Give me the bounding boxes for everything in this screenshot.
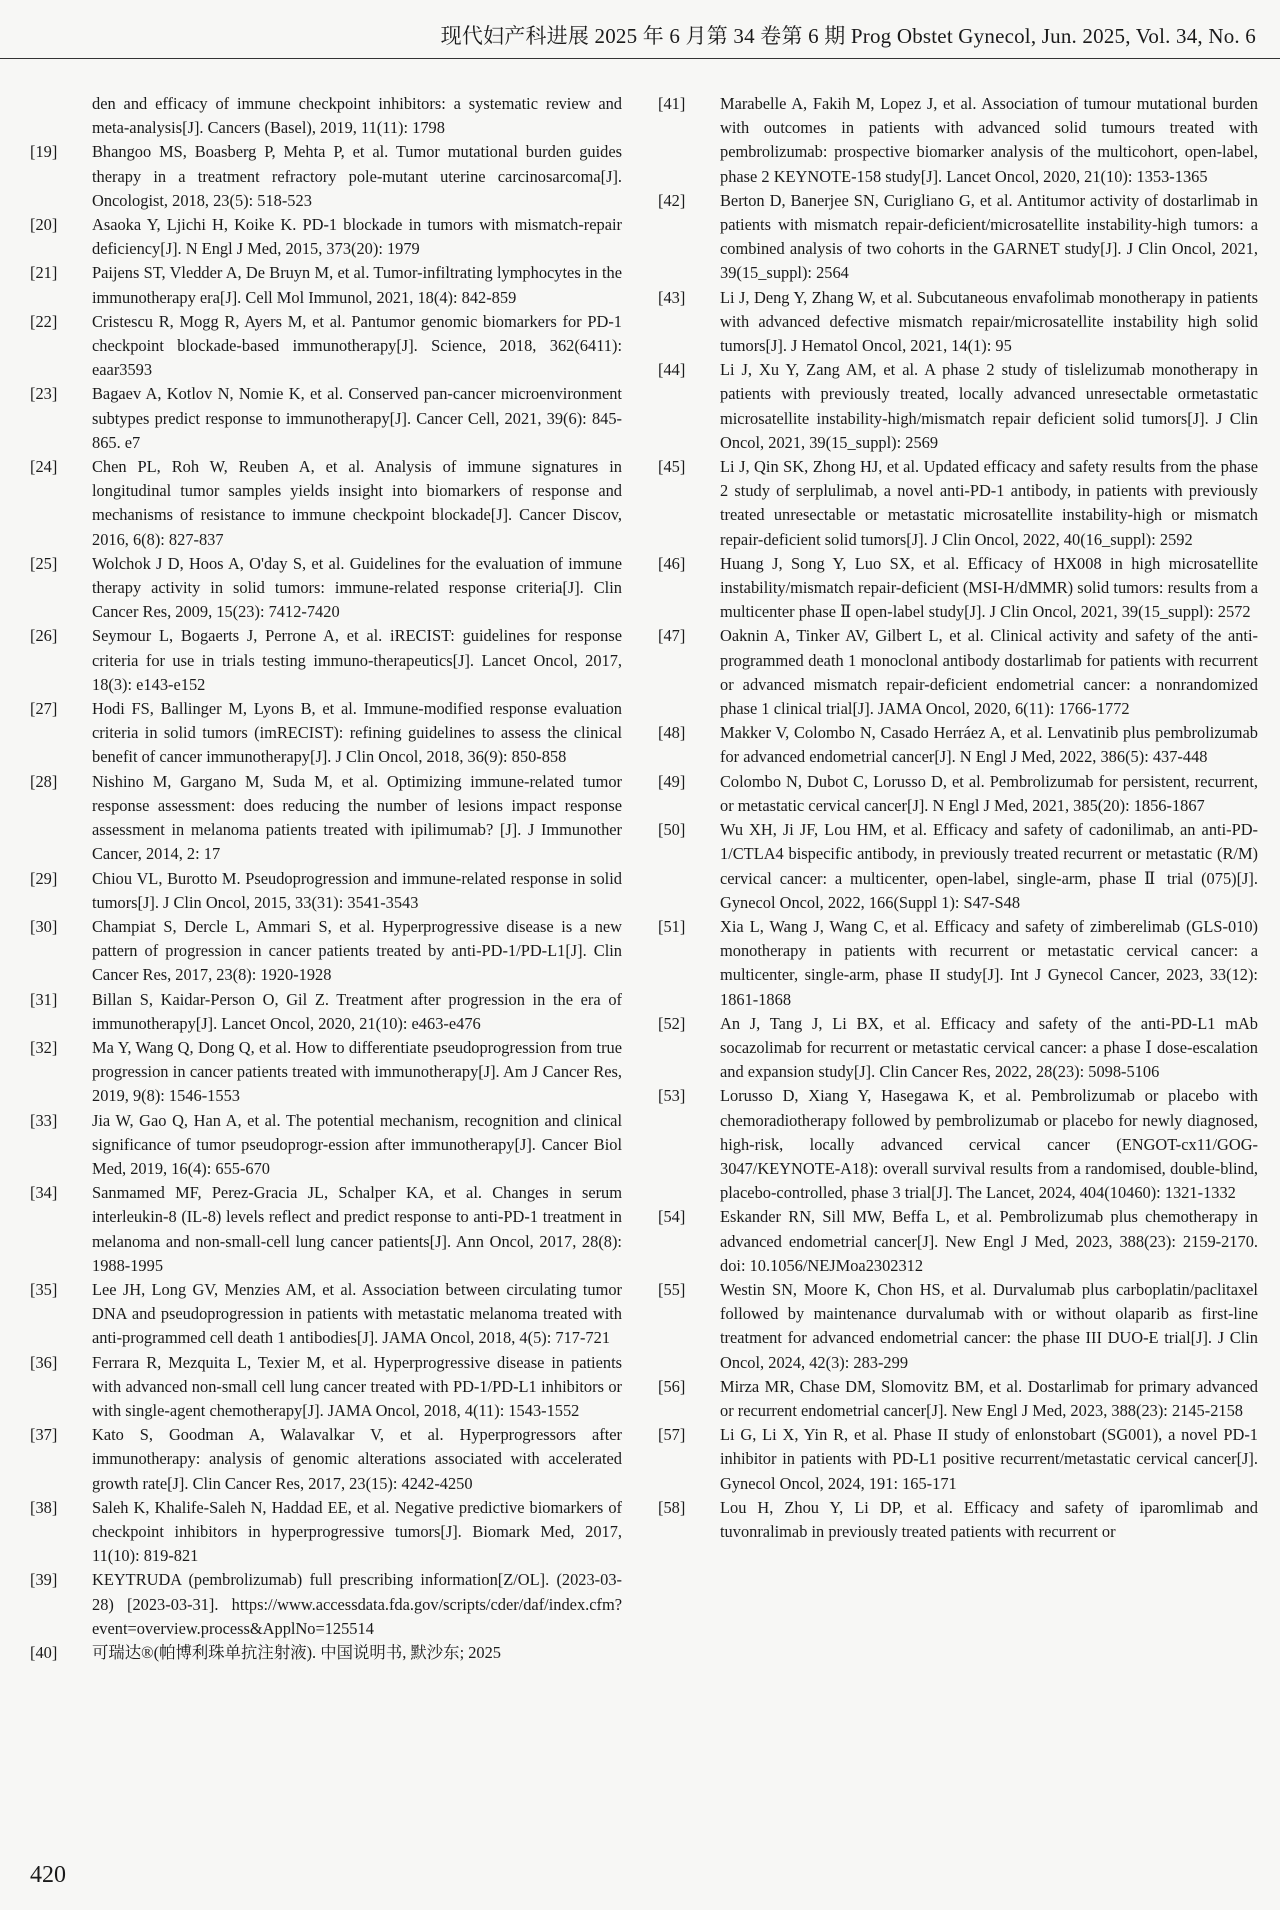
reference-number: [23] [30, 384, 58, 404]
reference-number: [21] [30, 263, 58, 283]
reference-text: Wolchok J D, Hoos A, O'day S, et al. Guidelines for the evaluation of immune therapy activity in solid tumors: immune-related response criteria[J]. Clin Cancer Res, 2009, 15(23): 7412-7420 [92, 553, 622, 622]
reference-number: [50] [658, 820, 686, 840]
reference-number: [32] [30, 1037, 58, 1057]
reference-text: Huang J, Song Y, Luo SX, et al. Efficacy of HX008 in high microsatellite instability/mismatch repair-deficient (MSI-H/dMMR) solid tumors: results from a multicenter phase Ⅱ open-label study[J]. J Clin Oncol, 2021, 39(15_suppl): 2572 [720, 553, 1258, 622]
reference-number: [57] [658, 1425, 686, 1445]
reference-text: Makker V, Colombo N, Casado Herráez A, et al. Lenvatinib plus pembrolizumab for advanced endometrial cancer[J]. N Engl J Med, 2022, 386(5): 437-448 [720, 723, 1258, 767]
reference-number: [27] [30, 699, 58, 719]
reference-text: Chen PL, Roh W, Reuben A, et al. Analysis of immune signatures in longitudinal tumor samples yields insight into biomarkers of response and mechanisms of resistance to immune checkpoint blockade[J]. Cancer Discov, 2016, 6(8): 827-837 [92, 457, 622, 549]
reference-number: [44] [658, 360, 686, 380]
reference-number: [28] [30, 771, 58, 791]
reference-entry [30, 92, 622, 140]
reference-entry [30, 1351, 622, 1424]
reference-number: [47] [658, 626, 686, 646]
reference-entry [30, 1423, 622, 1496]
reference-entry [658, 721, 1258, 769]
reference-number: [33] [30, 1110, 58, 1130]
reference-entry [30, 1568, 622, 1641]
reference-text: Colombo N, Dubot C, Lorusso D, et al. Pembrolizumab for persistent, recurrent, or metastatic cervical cancer[J]. N Engl J Med, 2021, 385(20): 1856-1867 [720, 771, 1258, 815]
reference-text: Ma Y, Wang Q, Dong Q, et al. How to differentiate pseudoprogression from true progression in cancer patients treated with immunotherapy[J]. Am J Cancer Res, 2019, 9(8): 1546-1553 [92, 1037, 622, 1106]
reference-entry [30, 1641, 622, 1665]
reference-entry [30, 455, 622, 552]
reference-number: [19] [30, 142, 58, 162]
reference-entry [30, 310, 622, 383]
reference-number: [49] [658, 771, 686, 791]
reference-entry [658, 455, 1258, 552]
reference-text: Wu XH, Ji JF, Lou HM, et al. Efficacy and safety of cadonilimab, an anti-PD-1/CTLA4 bispecific antibody, in previously treated recurrent or metastatic (R/M) cervical cancer: a multicenter, open-label, single-arm, phase Ⅱ trial (075)[J]. Gynecol Oncol, 2022, 166(Suppl 1): S47-S48 [720, 820, 1258, 912]
reference-entry [658, 1375, 1258, 1423]
left-reference-column [30, 92, 622, 1665]
reference-entry [30, 261, 622, 309]
reference-number: [55] [658, 1279, 686, 1299]
reference-entry [30, 1496, 622, 1569]
reference-number: [36] [30, 1352, 58, 1372]
reference-number: [38] [30, 1497, 58, 1517]
reference-entry [30, 915, 622, 988]
reference-text: Saleh K, Khalife-Saleh N, Haddad EE, et al. Negative predictive biomarkers of checkpoint inhibitors in hyperprogressive tumors[J]. Biomark Med, 2017, 11(10): 819-821 [92, 1497, 622, 1566]
reference-number: [24] [30, 457, 58, 477]
reference-text: Lou H, Zhou Y, Li DP, et al. Efficacy and safety of iparomlimab and tuvonralimab in previously treated patients with recurrent or [720, 1497, 1258, 1541]
reference-entry [658, 286, 1258, 359]
reference-number: [26] [30, 626, 58, 646]
reference-entry [658, 915, 1258, 1012]
reference-entry [658, 552, 1258, 625]
reference-text: Xia L, Wang J, Wang C, et al. Efficacy and safety of zimberelimab (GLS-010) monotherapy in patients with recurrent or metastatic cervical cancer: a multicenter, single-arm, phase II study[J]. Int J Gynecol Cancer, 2023, 33(12): 1861-1868 [720, 916, 1258, 1009]
reference-text: Hodi FS, Ballinger M, Lyons B, et al. Immune-modified response evaluation criteria in solid tumors (imRECIST): refining guidelines to assess the clinical benefit of cancer immunotherapy[J]. J Clin Oncol, 2018, 36(9): 850-858 [92, 699, 622, 767]
reference-text: Cristescu R, Mogg R, Ayers M, et al. Pantumor genomic biomarkers for PD-1 checkpoint blockade-based immunotherapy[J]. Science, 2018, 362(6411): eaar3593 [92, 311, 622, 380]
reference-text: Ferrara R, Mezquita L, Texier M, et al. Hyperprogressive disease in patients with advanced non-small cell lung cancer treated with PD-1/PD-L1 inhibitors or with single-agent chemotherapy[J]. JAMA Oncol, 2018, 4(11): 1543-1552 [92, 1352, 622, 1420]
reference-entry [658, 358, 1258, 455]
reference-entry [30, 552, 622, 625]
reference-text: Berton D, Banerjee SN, Curigliano G, et al. Antitumor activity of dostarlimab in patients with mismatch repair-deficient/microsatellite instability-high tumors: a combined analysis of two cohorts in the GARNET study[J]. J Clin Oncol, 2021, 39(15_suppl): 2564 [720, 190, 1258, 283]
page-number: 420 [30, 1862, 66, 1888]
reference-text: 可瑞达®(帕博利珠单抗注射液). 中国说明书, 默沙东; 2025 [92, 1643, 502, 1662]
reference-text: Bagaev A, Kotlov N, Nomie K, et al. Conserved pan-cancer microenvironment subtypes predict response to immunotherapy[J]. Cancer Cell, 2021, 39(6): 845-865. e7 [92, 384, 622, 452]
reference-text: Champiat S, Dercle L, Ammari S, et al. Hyperprogressive disease is a new pattern of progression in cancer patients treated by anti-PD-1/PD-L1[J]. Clin Cancer Res, 2017, 23(8): 1920-1928 [92, 916, 622, 985]
running-header [0, 0, 1280, 59]
reference-text: An J, Tang J, Li BX, et al. Efficacy and safety of the anti-PD-L1 mAb socazolimab for recurrent or metastatic cervical cancer: a phase Ⅰ dose-escalation and expansion study[J]. Clin Cancer Res, 2022, 28(23): 5098-5106 [720, 1013, 1258, 1082]
reference-number: [43] [658, 287, 686, 307]
reference-number: [31] [30, 989, 58, 1009]
reference-text: Marabelle A, Fakih M, Lopez J, et al. Association of tumour mutational burden with outcomes in patients with advanced solid tumours treated with pembrolizumab: prospective biomarker analysis of the multicohort, open-label, phase 2 KEYNOTE-158 study[J]. Lancet Oncol, 2020, 21(10): 1353-1365 [720, 94, 1258, 186]
reference-number: [30] [30, 916, 58, 936]
reference-entry [30, 697, 622, 770]
reference-number: [58] [658, 1497, 686, 1517]
reference-text: den and efficacy of immune checkpoint inhibitors: a systematic review and meta-analysis[J]. Cancers (Basel), 2019, 11(11): 1798 [92, 94, 622, 138]
reference-text: Billan S, Kaidar-Person O, Gil Z. Treatment after progression in the era of immunotherapy[J]. Lancet Oncol, 2020, 21(10): e463-e476 [92, 989, 622, 1033]
reference-number: [53] [658, 1086, 686, 1106]
reference-text: Asaoka Y, Ljichi H, Koike K. PD-1 blockade in tumors with mismatch-repair deficiency[J]. N Engl J Med, 2015, 373(20): 1979 [92, 215, 622, 259]
reference-entry [30, 1109, 622, 1182]
reference-entry [30, 140, 622, 213]
reference-entry [658, 624, 1258, 721]
reference-entry [30, 382, 622, 455]
reference-number: [37] [30, 1425, 58, 1445]
reference-number: [25] [30, 553, 58, 573]
reference-text: Li G, Li X, Yin R, et al. Phase II study of enlonstobart (SG001), a novel PD-1 inhibitor in patients with PD-L1 positive recurrent/metastatic cervical cancer[J]. Gynecol Oncol, 2024, 191: 165-171 [720, 1425, 1258, 1493]
reference-entry [30, 770, 622, 867]
right-reference-column [658, 92, 1258, 1544]
reference-number: [35] [30, 1279, 58, 1299]
reference-number: [39] [30, 1570, 58, 1590]
reference-number: [41] [658, 94, 686, 113]
reference-entry [658, 1496, 1258, 1544]
reference-text: Jia W, Gao Q, Han A, et al. The potential mechanism, recognition and clinical significance of tumor pseudoprogr-ession after immunotherapy[J]. Cancer Biol Med, 2019, 16(4): 655-670 [92, 1110, 622, 1178]
reference-entry [658, 92, 1258, 189]
reference-entry [658, 1278, 1258, 1375]
reference-text: Kato S, Goodman A, Walavalkar V, et al. Hyperprogressors after immunotherapy: analysis of genomic alterations associated with accelerated growth rate[J]. Clin Cancer Res, 2017, 23(15): 4242-4250 [92, 1425, 622, 1493]
reference-entry [658, 1205, 1258, 1278]
reference-text: Paijens ST, Vledder A, De Bruyn M, et al. Tumor-infiltrating lymphocytes in the immunotherapy era[J]. Cell Mol Immunol, 2021, 18(4): 842-859 [92, 263, 622, 307]
reference-entry [658, 189, 1258, 286]
reference-text: Lee JH, Long GV, Menzies AM, et al. Association between circulating tumor DNA and pseudoprogression in patients with metastatic melanoma treated with anti-programmed cell death 1 antibodies[J]. JAMA Oncol, 2018, 4(5): 717-721 [92, 1279, 622, 1348]
reference-entry [30, 867, 622, 915]
reference-number: [52] [658, 1013, 686, 1033]
reference-text: Li J, Deng Y, Zhang W, et al. Subcutaneous envafolimab monotherapy in patients with advanced defective mismatch repair/microsatellite instability high solid tumors[J]. J Hematol Oncol, 2021, 14(1): 95 [720, 287, 1258, 356]
reference-number: [34] [30, 1183, 58, 1203]
reference-text: Lorusso D, Xiang Y, Hasegawa K, et al. Pembrolizumab or placebo with chemoradiotherapy followed by pembrolizumab or placebo for newly diagnosed, high-risk, locally advanced cervical cancer (ENGOT-cx11/GOG-3047/KEYNOTE-A18): overall survival results from a randomised, double-blind, placebo-controlled, phase 3 trial[J]. The Lancet, 2024, 404(10460): 1321-1332 [720, 1086, 1258, 1203]
reference-entry [658, 1012, 1258, 1085]
reference-number: [29] [30, 868, 58, 888]
reference-text: Seymour L, Bogaerts J, Perrone A, et al. iRECIST: guidelines for response criteria for use in trials testing immuno-therapeutics[J]. Lancet Oncol, 2017, 18(3): e143-e152 [92, 626, 622, 694]
reference-entry [658, 818, 1258, 915]
reference-text: Eskander RN, Sill MW, Beffa L, et al. Pembrolizumab plus chemotherapy in advanced endometrial cancer[J]. New Engl J Med, 2023, 388(23): 2159-2170. doi: 10.1056/NEJMoa2302312 [720, 1207, 1258, 1275]
reference-entry [658, 770, 1258, 818]
reference-text: Bhangoo MS, Boasberg P, Mehta P, et al. Tumor mutational burden guides therapy in a treatment refractory pole-mutant uterine carcinosarcoma[J]. Oncologist, 2018, 23(5): 518-523 [92, 142, 622, 210]
reference-entry [30, 988, 622, 1036]
reference-number: [56] [658, 1376, 686, 1396]
reference-text: KEYTRUDA (pembrolizumab) full prescribing information[Z/OL]. (2023-03-28) [2023-03-31]. https://www.accessdata.fda.gov/scripts/cder/daf/index.cfm? event=overview.process&ApplNo=125514 [92, 1570, 622, 1638]
reference-number: [54] [658, 1207, 686, 1227]
reference-entry [30, 1278, 622, 1351]
reference-entry [30, 213, 622, 261]
reference-number: [45] [658, 457, 686, 477]
reference-entry [658, 1084, 1258, 1205]
reference-text: Mirza MR, Chase DM, Slomovitz BM, et al. Dostarlimab for primary advanced or recurrent endometrial cancer[J]. New Engl J Med, 2023, 388(23): 2145-2158 [720, 1376, 1258, 1420]
reference-entry [30, 1036, 622, 1109]
reference-number: [42] [658, 190, 686, 210]
reference-text: Sanmamed MF, Perez-Gracia JL, Schalper KA, et al. Changes in serum interleukin-8 (IL-8) levels reflect and predict response to anti-PD-1 treatment in melanoma and non-small-cell lung cancer patients[J]. Ann Oncol, 2017, 28(8): 1988-1995 [92, 1183, 622, 1275]
reference-entry [30, 624, 622, 697]
reference-number: [46] [658, 553, 686, 573]
reference-number: [48] [658, 723, 686, 743]
reference-text: Nishino M, Gargano M, Suda M, et al. Optimizing immune-related tumor response assessment: does reducing the number of lesions impact response assessment in melanoma patients treated with ipilimumab? [J]. J Immunother Cancer, 2014, 2: 17 [92, 771, 622, 864]
reference-entry [30, 1181, 622, 1278]
reference-number: [51] [658, 916, 686, 936]
reference-text: Chiou VL, Burotto M. Pseudoprogression and immune-related response in solid tumors[J]. J Clin Oncol, 2015, 33(31): 3541-3543 [92, 868, 622, 912]
journal-running-title: 现代妇产科进展 2025 年 6 月第 34 卷第 6 期 Prog Obstet Gynecol, Jun. 2025, Vol. 34, No. 6 [440, 24, 1256, 48]
reference-number: [22] [30, 311, 58, 331]
reference-number: [20] [30, 215, 58, 235]
reference-entry [658, 1423, 1258, 1496]
reference-text: Li J, Qin SK, Zhong HJ, et al. Updated efficacy and safety results from the phase 2 study of serplulimab, a novel anti-PD-1 antibody, in patients with previously treated unresectable or metastatic microsatellite instability-high or mismatch repair-deficient solid tumors[J]. J Clin Oncol, 2022, 40(16_suppl): 2592 [720, 457, 1258, 549]
reference-text: Li J, Xu Y, Zang AM, et al. A phase 2 study of tislelizumab monotherapy in patients with previously treated, locally advanced unresectable ormetastatic microsatellite instability-high/mismatch repair deficient solid tumors[J]. J Clin Oncol, 2021, 39(15_suppl): 2569 [720, 360, 1258, 452]
reference-text: Oaknin A, Tinker AV, Gilbert L, et al. Clinical activity and safety of the anti-programmed death 1 monoclonal antibody dostarlimab for patients with recurrent or advanced mismatch repair-deficient endometrial cancer: a nonrandomized phase 1 clinical trial[J]. JAMA Oncol, 2020, 6(11): 1766-1772 [720, 626, 1258, 719]
reference-number: [40] [30, 1643, 58, 1662]
reference-text: Westin SN, Moore K, Chon HS, et al. Durvalumab plus carboplatin/paclitaxel followed by maintenance durvalumab with or without olaparib as first-line treatment for advanced endometrial cancer: the phase III DUO-E trial[J]. J Clin Oncol, 2024, 42(3): 283-299 [720, 1279, 1258, 1372]
